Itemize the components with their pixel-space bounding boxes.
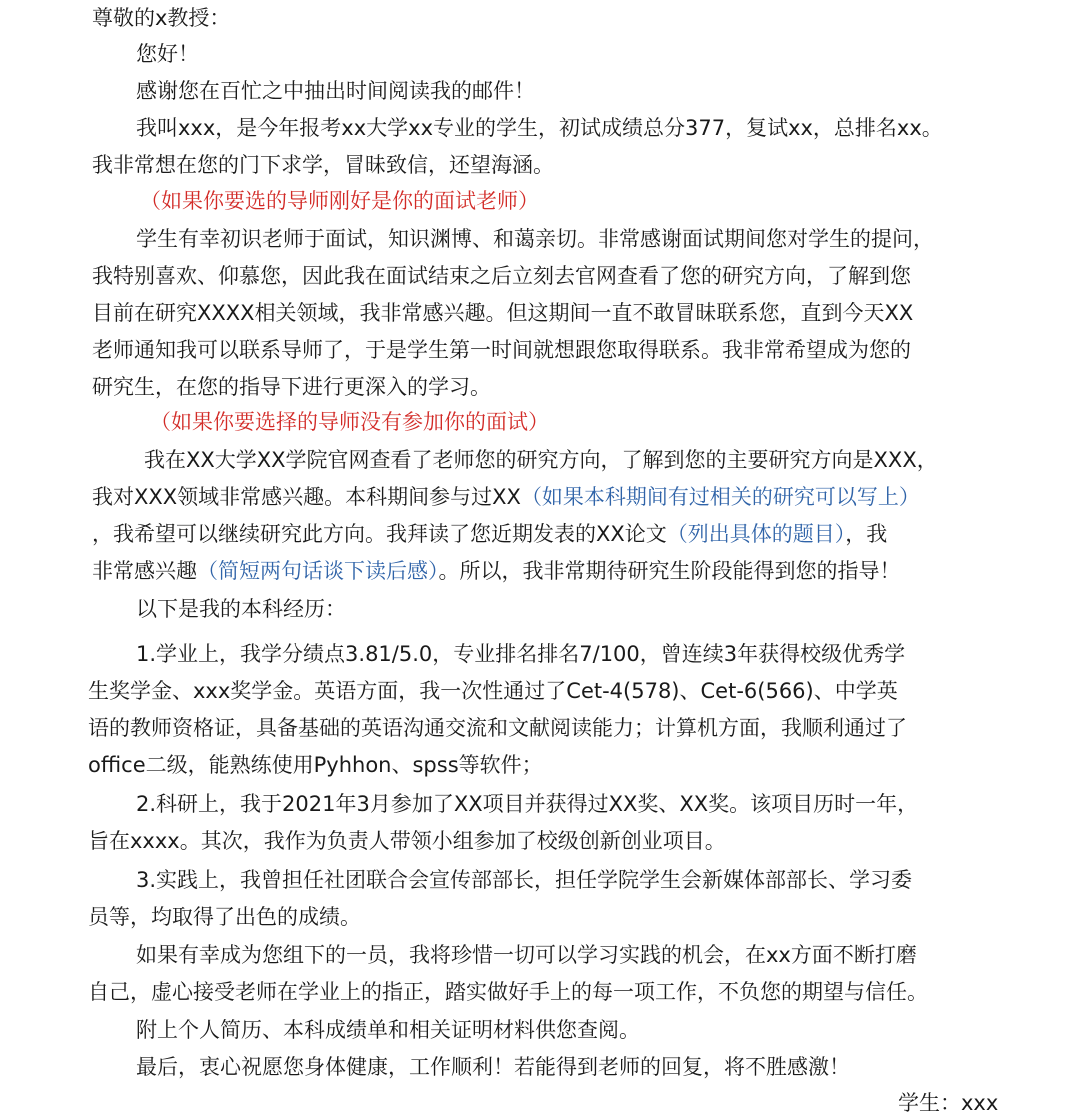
- attachments-line: 附上个人简历、本科成绩单和相关证明材料供您查阅。: [136, 1018, 640, 1042]
- interviewer-paragraph-line: 老师通知我可以联系导师了，于是学生第一时间就想跟您取得联系。我非常希望成为您的: [92, 338, 911, 362]
- note-interviewer: （如果你要选的导师刚好是你的面试老师）: [140, 189, 539, 213]
- interviewer-paragraph-line: 我特别喜欢、仰慕您，因此我在面试结束之后立刻去官网查看了您的研究方向，了解到您: [92, 264, 911, 288]
- research-text: 我对XXX领域非常感兴趣。本科期间参与过XX: [92, 485, 521, 509]
- research-text: 非常感兴趣: [92, 559, 197, 583]
- closing-line: 如果有幸成为您组下的一员，我将珍惜一切可以学习实践的机会，在xx方面不断打磨: [136, 943, 917, 967]
- item1-line: 生奖学金、xxx奖学金。英语方面，我一次性通过了Cet-4(578)、Cet-6(566)、中学英: [88, 679, 898, 703]
- item1-line: 1.学业上，我学分绩点3.81/5.0，专业排名排名7/100，曾连续3年获得校级优秀学: [136, 642, 906, 666]
- research-text: ，我希望可以继续研究此方向。我拜读了您近期发表的XX论文: [92, 522, 667, 546]
- salutation: 尊敬的x教授：: [92, 6, 231, 30]
- research-line-1: 我在XX大学XX学院官网查看了老师您的研究方向，了解到您的主要研究方向是XXX，: [144, 448, 938, 472]
- interviewer-paragraph-line: 目前在研究XXXX相关领域，我非常感兴趣。但这期间一直不敢冒昧联系您，直到今天XX: [92, 301, 914, 325]
- intro-line-1: 我叫xxx，是今年报考xx大学xx专业的学生，初试成绩总分377，复试xx，总排名xx。: [136, 116, 943, 140]
- research-line-3: [92, 520, 887, 548]
- item3-line: 3.实践上，我曾担任社团联合会宣传部部长，担任学院学生会新媒体部部长、学习委: [136, 868, 913, 892]
- research-text: 。所以，我非常期待研究生阶段能得到您的指导！: [438, 559, 901, 583]
- signature: 学生：xxx: [898, 1091, 999, 1115]
- greeting: 您好！: [136, 42, 199, 66]
- interviewer-paragraph-line: 研究生，在您的指导下进行更深入的学习。: [92, 375, 491, 399]
- closing-line: 自己，虚心接受老师在学业上的指正，踏实做好手上的每一项工作，不负您的期望与信任。: [88, 980, 928, 1004]
- item1-line: 语的教师资格证，具备基础的英语沟通交流和文献阅读能力；计算机方面，我顺利通过了: [88, 716, 907, 740]
- note-undergrad-research: （如果本科期间有过相关的研究可以写上）: [520, 485, 920, 509]
- wishes-line: 最后，衷心祝愿您身体健康，工作顺利！若能得到老师的回复，将不胜感激！: [136, 1055, 850, 1079]
- research-line-4: [92, 557, 901, 585]
- item2-line: 2.科研上，我于2021年3月参加了XX项目并获得过XX奖、XX奖。该项目历时一年，: [136, 792, 919, 816]
- research-line-2: [92, 483, 920, 511]
- note-not-interviewer: （如果你要选择的导师没有参加你的面试）: [150, 410, 549, 434]
- interviewer-paragraph-line: 学生有幸初识老师于面试，知识渊博、和蔼亲切。非常感谢面试期间您对学生的提问，: [136, 227, 934, 251]
- item1-line: office二级，能熟练使用Pyhhon、spss等软件；: [88, 753, 543, 777]
- note-reflection: （简短两句话谈下读后感）: [197, 559, 439, 583]
- note-paper-title: （列出具体的题目）: [666, 522, 846, 546]
- intro-line-2: 我非常想在您的门下求学，冒昧致信，还望海涵。: [92, 153, 554, 177]
- thanks-line: 感谢您在百忙之中抽出时间阅读我的邮件！: [136, 79, 535, 103]
- item2-line: 旨在xxxx。其次，我作为负责人带领小组参加了校级创新创业项目。: [88, 829, 726, 853]
- experience-heading: 以下是我的本科经历：: [136, 597, 346, 621]
- research-text: ，我: [845, 522, 888, 546]
- item3-line: 员等，均取得了出色的成绩。: [88, 905, 361, 929]
